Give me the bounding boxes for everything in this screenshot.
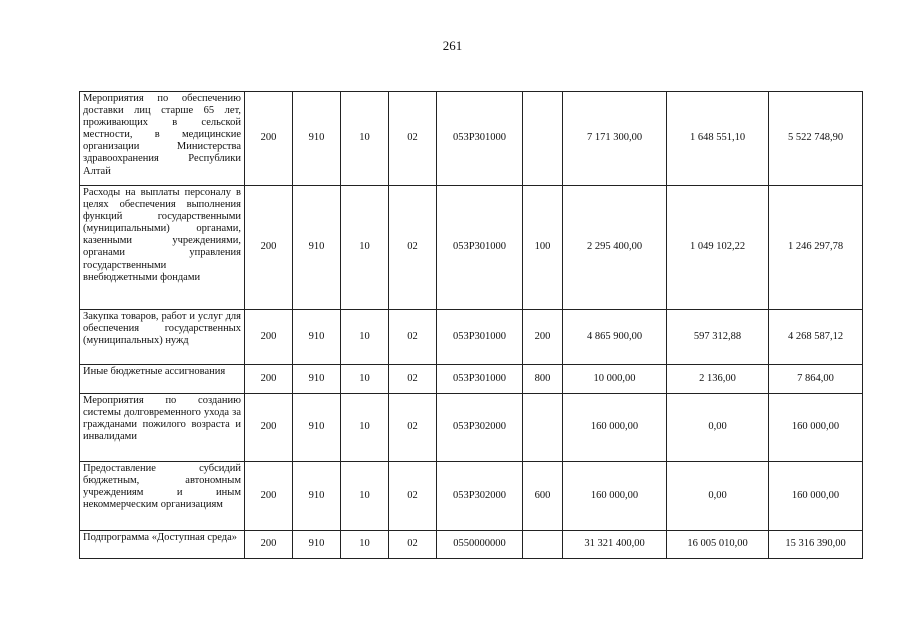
cell-v1: 4 865 900,00 xyxy=(563,310,667,365)
cell-c1: 200 xyxy=(245,365,293,394)
cell-c6 xyxy=(523,394,563,462)
cell-c6 xyxy=(523,92,563,186)
cell-c3: 10 xyxy=(341,186,389,310)
cell-c6 xyxy=(523,531,563,559)
cell-c5: 053P301000 xyxy=(437,186,523,310)
cell-c1: 200 xyxy=(245,186,293,310)
row-name-cell: Предоставление субсидий бюджетным, автономным учреждениям и иным некоммерческим организациям xyxy=(80,462,245,531)
table-row xyxy=(80,365,863,394)
cell-c2: 910 xyxy=(293,462,341,531)
table-row xyxy=(80,394,863,462)
table-row xyxy=(80,186,863,310)
cell-v2: 1 648 551,10 xyxy=(667,92,769,186)
cell-c2: 910 xyxy=(293,92,341,186)
row-name-cell: Расходы на выплаты персоналу в целях обеспечения выполнения функций государственными (муниципальными) органами, казенными учреждениями, органами управления государственными внебюджетными фондами xyxy=(80,186,245,310)
table-row xyxy=(80,92,863,186)
cell-v1: 2 295 400,00 xyxy=(563,186,667,310)
cell-v2: 0,00 xyxy=(667,394,769,462)
cell-c3: 10 xyxy=(341,394,389,462)
cell-v1: 7 171 300,00 xyxy=(563,92,667,186)
cell-c5: 0550000000 xyxy=(437,531,523,559)
table-row xyxy=(80,531,863,559)
cell-c6: 800 xyxy=(523,365,563,394)
cell-c3: 10 xyxy=(341,310,389,365)
cell-c3: 10 xyxy=(341,462,389,531)
cell-c4: 02 xyxy=(389,310,437,365)
cell-c1: 200 xyxy=(245,394,293,462)
cell-c1: 200 xyxy=(245,531,293,559)
row-name-cell: Мероприятия по обеспечению доставки лиц старше 65 лет, проживающих в сельской местности, в медицинские организации Министерства здравоохранения Республики Алтай xyxy=(80,92,245,186)
cell-c4: 02 xyxy=(389,462,437,531)
cell-c6: 600 xyxy=(523,462,563,531)
cell-c5: 053P302000 xyxy=(437,394,523,462)
row-name-cell: Мероприятия по созданию системы долговременного ухода за гражданами пожилого возраста и инвалидами xyxy=(80,394,245,462)
cell-v1: 160 000,00 xyxy=(563,462,667,531)
cell-v2: 0,00 xyxy=(667,462,769,531)
cell-c2: 910 xyxy=(293,394,341,462)
table-row xyxy=(80,462,863,531)
cell-v2: 2 136,00 xyxy=(667,365,769,394)
cell-v2: 597 312,88 xyxy=(667,310,769,365)
cell-c1: 200 xyxy=(245,92,293,186)
cell-v1: 31 321 400,00 xyxy=(563,531,667,559)
cell-v3: 4 268 587,12 xyxy=(769,310,863,365)
cell-v1: 10 000,00 xyxy=(563,365,667,394)
cell-v1: 160 000,00 xyxy=(563,394,667,462)
cell-c2: 910 xyxy=(293,531,341,559)
cell-c5: 053P301000 xyxy=(437,92,523,186)
cell-c6: 100 xyxy=(523,186,563,310)
cell-c3: 10 xyxy=(341,92,389,186)
cell-v3: 15 316 390,00 xyxy=(769,531,863,559)
cell-c3: 10 xyxy=(341,365,389,394)
table-row xyxy=(80,310,863,365)
row-name-cell: Закупка товаров, работ и услуг для обеспечения государственных (муниципальных) нужд xyxy=(80,310,245,365)
cell-v3: 160 000,00 xyxy=(769,462,863,531)
cell-c4: 02 xyxy=(389,394,437,462)
cell-v3: 1 246 297,78 xyxy=(769,186,863,310)
budget-table xyxy=(79,91,863,559)
cell-v3: 7 864,00 xyxy=(769,365,863,394)
cell-c2: 910 xyxy=(293,365,341,394)
cell-c5: 053P301000 xyxy=(437,365,523,394)
cell-c4: 02 xyxy=(389,365,437,394)
row-name-cell: Иные бюджетные ассигнования xyxy=(80,365,245,394)
cell-v2: 1 049 102,22 xyxy=(667,186,769,310)
cell-v3: 5 522 748,90 xyxy=(769,92,863,186)
cell-c1: 200 xyxy=(245,462,293,531)
cell-c5: 053P301000 xyxy=(437,310,523,365)
cell-v2: 16 005 010,00 xyxy=(667,531,769,559)
cell-c3: 10 xyxy=(341,531,389,559)
cell-c4: 02 xyxy=(389,531,437,559)
cell-c1: 200 xyxy=(245,310,293,365)
cell-c2: 910 xyxy=(293,186,341,310)
cell-v3: 160 000,00 xyxy=(769,394,863,462)
cell-c6: 200 xyxy=(523,310,563,365)
row-name-cell: Подпрограмма «Доступная среда» xyxy=(80,531,245,559)
cell-c4: 02 xyxy=(389,92,437,186)
cell-c5: 053P302000 xyxy=(437,462,523,531)
page-number: 261 xyxy=(442,38,463,53)
cell-c4: 02 xyxy=(389,186,437,310)
cell-c2: 910 xyxy=(293,310,341,365)
